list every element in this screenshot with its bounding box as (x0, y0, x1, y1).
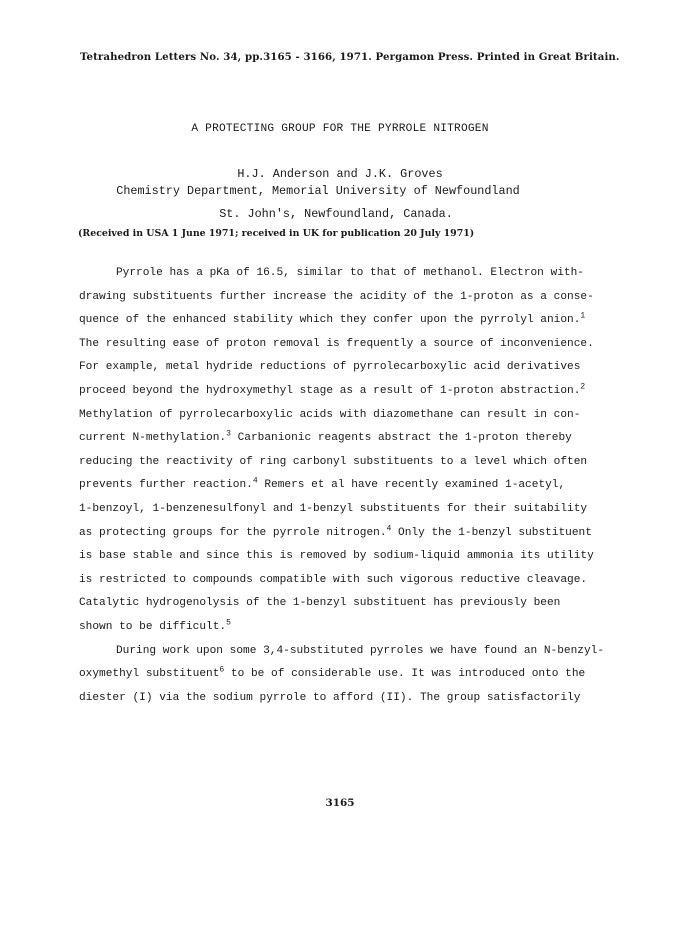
reference-marker: 3 (226, 429, 231, 439)
reference-marker: 1 (580, 311, 586, 321)
body-line: For example, metal hydride reductions of pyrrolecarboxylic acid derivatives (79, 361, 581, 374)
body-line: Pyrrole has a pKa of 16.5, similar to that of methanol. Electron with- (116, 267, 584, 279)
article-body (79, 262, 614, 710)
body-line: prevents further reaction.$^4$ Remers et al have recently examined 1-acetyl, (79, 476, 566, 492)
affiliation: Chemistry Department, Memorial University of Newfoundland (116, 184, 520, 198)
article-title: A PROTECTING GROUP FOR THE PYRROLE NITROGEN (191, 123, 489, 135)
body-line: diester (I) via the sodium pyrrole to afford (II). The group satisfactorily (79, 691, 581, 704)
reference-marker: 4 (386, 523, 392, 533)
location: St. John's, Newfoundland, Canada. (219, 207, 453, 221)
reference-marker: 5 (226, 618, 231, 628)
received-dates: (Received in USA 1 June 1971; received in UK for publication 20 July 1971) (78, 228, 475, 239)
body-line: is restricted to compounds compatible with such vigorous reductive cleavage. (79, 573, 588, 586)
body-line: 1-benzoyl, 1-benzenesulfonyl and 1-benzyl substituents for their suitability (79, 502, 588, 515)
journal-citation-header: Tetrahedron Letters No. 34, pp.3165 - 3166, 1971. Pergamon Press. Printed in Great Britain. (80, 51, 620, 63)
body-line: drawing substituents further increase the acidity of the 1-proton as a conse- (79, 290, 594, 303)
body-line: current N-methylation.$^3$ Carbanionic reagents abstract the 1-proton thereby (79, 429, 572, 445)
body-line: shown to be difficult.$^5$ (79, 618, 231, 633)
body-line: During work upon some 3,4-substituted pyrroles we have found an N-benzyl- (116, 644, 605, 657)
reference-marker: 6 (219, 665, 225, 675)
page-number: 3165 (325, 797, 355, 809)
body-line: as protecting groups for the pyrrole nitrogen.$^4$ Only the 1-benzyl substituent (79, 523, 592, 539)
body-line: Catalytic hydrogenolysis of the 1-benzyl substituent has previously been (79, 597, 561, 610)
body-line: Methylation of pyrrolecarboxylic acids with diazomethane can result in con- (79, 408, 581, 421)
authors: H.J. Anderson and J.K. Groves (237, 167, 443, 181)
body-line: proceed beyond the hydroxymethyl stage as a result of 1-proton abstraction.$^2$ (79, 382, 586, 397)
body-line: The resulting ease of proton removal is frequently a source of inconvenience. (79, 337, 594, 350)
body-line: is base stable and since this is removed by sodium-liquid ammonia its utility (79, 550, 594, 563)
body-line: oxymethyl substituent$^6$ to be of considerable use. It was introduced onto the (79, 665, 586, 681)
body-line: reducing the reactivity of ring carbonyl substituents to a level which often (79, 455, 588, 468)
reference-marker: 2 (580, 382, 586, 392)
reference-marker: 4 (252, 476, 258, 486)
body-line: quence of the enhanced stability which they confer upon the pyrrolyl anion.$^1$ (79, 311, 586, 327)
